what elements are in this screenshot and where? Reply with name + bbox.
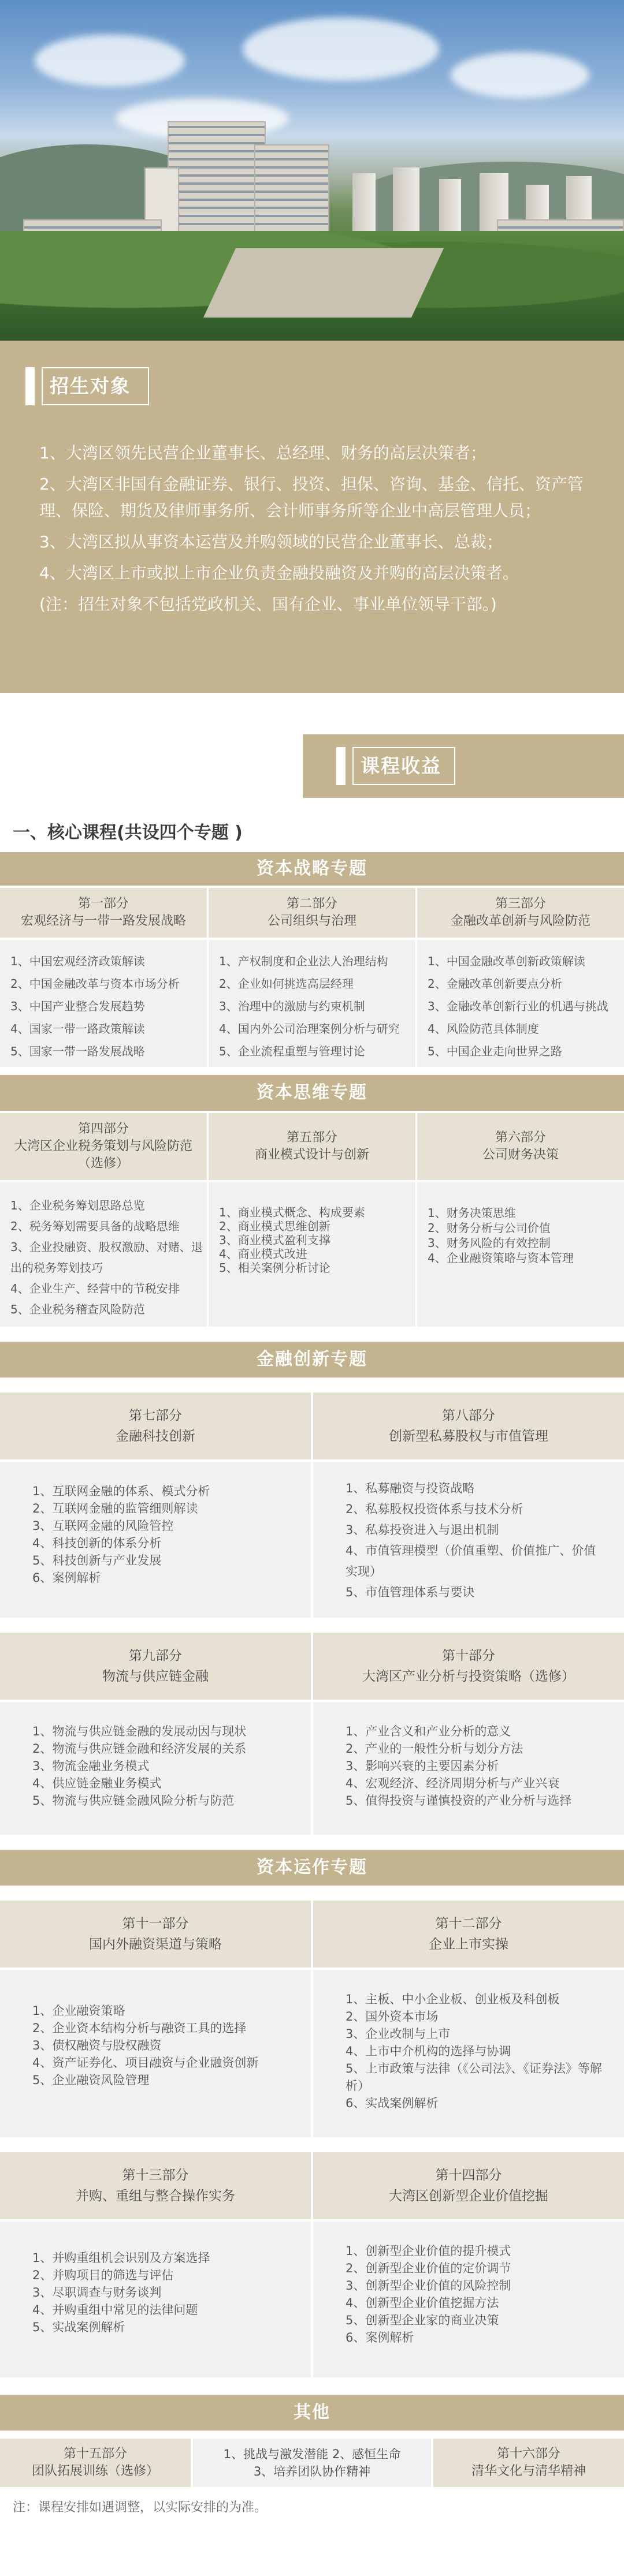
part-item: 4、上市中介机构的选择与协调	[346, 2044, 511, 2058]
part-number: 第六部分	[495, 1130, 546, 1145]
part-item: 4、科技创新的体系分析	[32, 1536, 162, 1550]
part-items	[0, 1182, 207, 1327]
part-name: 宏观经济与一带一路发展战略	[20, 914, 186, 928]
part-name: 商业模式设计与创新	[254, 1148, 369, 1162]
part-header	[0, 1113, 207, 1180]
enrollment-item: 1、大湾区领先民营企业董事长、总经理、财务的高层决策者；	[39, 443, 486, 462]
course-part	[417, 1113, 624, 1327]
part-number: 第一部分	[77, 897, 129, 911]
course-part	[0, 1901, 313, 2137]
part-item: 3、企业投融资、股权激励、对赌、退出的税务筹划技巧	[10, 1240, 203, 1275]
part-name: 大湾区创新型企业价值挖掘	[389, 2189, 548, 2204]
core-courses-title: 一、核心课程(共设四个专题 )	[13, 823, 243, 843]
part-item: 1、物流与供应链金融的发展动因与现状	[32, 1724, 247, 1738]
course-part	[209, 888, 417, 1067]
part-header	[313, 1392, 624, 1459]
part-item: 6、案例解析	[32, 1571, 101, 1585]
part-item: 3、企业改制与上市	[346, 2027, 451, 2041]
part-item: 3、创新型企业价值的风险控制	[346, 2279, 511, 2293]
part-item: 5、国家一带一路发展战略	[10, 1044, 145, 1058]
part-item: 5、创新型企业家的商业决策	[346, 2313, 499, 2327]
part-name: 公司财务决策	[482, 1148, 559, 1162]
course-part	[209, 1113, 417, 1327]
part-item: 2、商业模式思维创新	[219, 1219, 330, 1233]
enrollment-heading-tag	[25, 367, 149, 405]
part-items	[313, 1970, 624, 2137]
course-part	[313, 1633, 624, 1835]
other-header: 其他	[0, 2395, 624, 2431]
topic-header: 金融创新专题	[0, 1342, 624, 1377]
schedule-note: 注：课程安排如遇调整，以实际安排的为准。	[13, 2500, 268, 2515]
part-item: 1、产权制度和企业法人治理结构	[219, 954, 388, 968]
part-name: 企业上市实操	[429, 1937, 508, 1952]
part-elective-label: （选修）	[77, 1156, 129, 1171]
part-item: 5、科技创新与产业发展	[32, 1554, 162, 1567]
part-item: 2、国外资本市场	[346, 2010, 439, 2024]
part-header	[0, 1901, 311, 1968]
part-name: 创新型私募股权与市值管理	[389, 1429, 548, 1444]
part-items	[209, 1182, 415, 1327]
course-part	[0, 1633, 313, 1835]
part-item: 2、并购项目的筛选与评估	[32, 2268, 174, 2282]
part-number: 第十二部分	[435, 1916, 502, 1931]
part-item: 1、产业含义和产业分析的意义	[346, 1724, 511, 1738]
part-item: 6、实战案例解析	[346, 2096, 439, 2110]
enrollment-heading: 招生对象	[42, 367, 149, 405]
part-item: 2、创新型企业价值的定价调节	[346, 2261, 511, 2275]
part-item: 4、企业生产、经营中的节税安排	[10, 1282, 180, 1296]
benefit-section	[0, 693, 624, 814]
part-item: 1、并购重组机会识别及方案选择	[32, 2251, 210, 2265]
part-number: 第二部分	[286, 897, 337, 911]
part-item: 4、国家一带一路政策解读	[10, 1022, 145, 1036]
part-item: 5、实战案例解析	[32, 2320, 125, 2334]
campus-hero-image	[0, 0, 624, 341]
part-item: 5、企业融资风险管理	[32, 2073, 150, 2087]
part-item: 3、金融改革创新行业的机遇与挑战	[428, 999, 608, 1013]
benefit-heading-tag	[303, 734, 624, 798]
topic-parts-grid	[0, 2152, 624, 2377]
part-item: 2、财务分析与公司价值	[428, 1221, 551, 1235]
part-header	[0, 1392, 311, 1459]
course-part	[313, 1901, 624, 2137]
part-item: 1、企业融资策略	[32, 2004, 125, 2018]
part-item: 5、企业流程重塑与管理讨论	[219, 1044, 365, 1058]
part-item: 5、值得投资与谨慎投资的产业分析与选择	[346, 1794, 572, 1808]
part-header	[0, 2152, 311, 2219]
part-item: 2、互联网金融的监管细则解读	[32, 1502, 198, 1515]
part-item: 5、物流与供应链金融风险分析与防范	[32, 1794, 235, 1808]
part-number: 第十六部分	[496, 2447, 560, 2461]
part-number: 第十部分	[442, 1648, 495, 1663]
part-item: 3、物流金融业务模式	[32, 1759, 150, 1773]
part-item: 3、治理中的激励与约束机制	[219, 999, 365, 1013]
part-item: 2、税务筹划需要具备的战略思维	[10, 1219, 180, 1233]
topic-header: 资本运作专题	[0, 1850, 624, 1886]
other-row	[0, 2439, 624, 2487]
part-name: 大湾区企业税务策划与风险防范	[14, 1139, 192, 1153]
part-item: 2、中国金融改革与资本市场分析	[10, 977, 180, 991]
part-name: 国内外融资渠道与策略	[89, 1937, 222, 1952]
part-items	[191, 2439, 433, 2487]
part-number: 第五部分	[286, 1130, 337, 1145]
part-item: 5、企业税务稽查风险防范	[10, 1302, 145, 1316]
part-item: 4、并购重组中常见的法律问题	[32, 2303, 198, 2317]
part-name: 并购、重组与整合操作实务	[76, 2189, 235, 2204]
course-part	[313, 2152, 624, 2377]
topic-parts-grid	[0, 1633, 624, 1835]
part-header	[209, 888, 415, 938]
part-item: 1、中国金融改革创新政策解读	[428, 954, 585, 968]
part-item: 3、商业模式盈利支撑	[219, 1233, 330, 1247]
part-item: 1、企业税务筹划思路总览	[10, 1199, 145, 1212]
part-item: 2、企业资本结构分析与融资工具的选择	[32, 2021, 247, 2035]
part-items	[0, 2222, 311, 2377]
part-number: 第八部分	[442, 1408, 495, 1423]
course-part	[433, 2439, 624, 2487]
topic-parts-grid	[0, 1113, 624, 1327]
part-header	[209, 1113, 415, 1180]
part-item: 1、商业模式概念、构成要素	[219, 1205, 365, 1219]
topic-header: 资本战略专题	[0, 852, 624, 886]
topic-parts-grid	[0, 1392, 624, 1618]
part-item: 3、互联网金融的风险管控	[32, 1519, 174, 1533]
part-item: 4、国内外公司治理案例分析与研究	[219, 1022, 400, 1036]
part-name: 大湾区产业分析与投资策略（选修）	[362, 1669, 575, 1684]
part-item: 3、培养团队协作精神	[253, 2465, 371, 2478]
part-number: 第九部分	[129, 1648, 182, 1663]
part-item: 4、商业模式改进	[219, 1247, 307, 1261]
part-items	[313, 1702, 624, 1835]
part-item: 6、案例解析	[346, 2331, 414, 2344]
part-item: 2、产业的一般性分析与划分方法	[346, 1742, 523, 1756]
part-item: 1、互联网金融的体系、模式分析	[32, 1484, 210, 1498]
part-item: 2、金融改革创新要点分析	[428, 977, 562, 991]
part-item: 3、私募投资进入与退出机制	[346, 1523, 499, 1537]
part-item: 4、宏观经济、经济周期分析与产业兴衰	[346, 1776, 560, 1790]
part-item: 3、债权融资与股权融资	[32, 2039, 162, 2052]
part-item: 5、中国企业走向世界之路	[428, 1044, 562, 1058]
topic-header: 资本思维专题	[0, 1075, 624, 1111]
part-item: 3、中国产业整合发展趋势	[10, 999, 145, 1013]
part-header	[0, 888, 207, 938]
part-header	[417, 888, 624, 938]
part-items	[313, 1462, 624, 1618]
part-number: 第十三部分	[122, 2168, 189, 2183]
tag-accent-bar	[25, 367, 35, 405]
part-item: 4、资产证券化、项目融资与企业融资创新	[32, 2056, 259, 2070]
part-item: 1、主板、中小企业板、创业板及科创板	[346, 1992, 560, 2006]
enrollment-section	[0, 341, 624, 693]
part-number: 第十一部分	[122, 1916, 189, 1931]
enrollment-list	[39, 440, 594, 622]
part-item: 5、相关案例分析讨论	[219, 1261, 330, 1275]
part-item: 4、创新型企业价值挖掘方法	[346, 2296, 499, 2310]
course-part	[0, 888, 209, 1067]
part-name: 金融改革创新与风险防范	[450, 914, 590, 928]
course-part	[0, 2152, 313, 2377]
part-number: 第四部分	[77, 1122, 129, 1136]
part-item: 2、企业如何挑选高层经理	[219, 977, 354, 991]
part-item: 1、财务决策思维	[428, 1206, 516, 1220]
part-item: 4、风险防范具体制度	[428, 1022, 539, 1036]
course-part	[0, 1392, 313, 1618]
part-item: 1、私募融资与投资战略	[346, 1481, 475, 1495]
part-name: 公司组织与治理	[267, 914, 356, 928]
course-part	[417, 888, 624, 1067]
tag-accent-bar	[336, 747, 346, 785]
part-item: 3、影响兴衰的主要因素分析	[346, 1759, 499, 1773]
enrollment-note: (注：招生对象不包括党政机关、国有企业、事业单位领导干部。)	[39, 595, 497, 614]
part-items	[0, 1702, 311, 1835]
part-name: 金融科技创新	[116, 1429, 195, 1444]
part-name: 物流与供应链金融	[102, 1669, 209, 1684]
part-number: 第七部分	[129, 1408, 182, 1423]
part-item: 3、尽职调查与财务谈判	[32, 2286, 162, 2299]
part-items	[417, 1182, 624, 1327]
part-item: 5、市值管理体系与要诀	[346, 1585, 475, 1599]
part-item: 3、财务风险的有效控制	[428, 1236, 551, 1250]
part-header	[417, 1113, 624, 1180]
part-item: 1、中国宏观经济政策解读	[10, 954, 145, 968]
part-number: 第十四部分	[435, 2168, 502, 2183]
part-items	[417, 940, 624, 1067]
part-name: 清华文化与清华精神	[471, 2464, 586, 2478]
course-part	[313, 1392, 624, 1618]
topic-parts-grid	[0, 888, 624, 1067]
topic-parts-grid	[0, 1901, 624, 2137]
part-item: 4、市值管理模型（价值重塑、价值推广、价值实现）	[346, 1544, 596, 1578]
enrollment-item: 3、大湾区拟从事资本运营及并购领域的民营企业董事长、总裁；	[39, 532, 503, 551]
part-number: 第三部分	[495, 897, 546, 911]
part-header	[313, 1901, 624, 1968]
part-header	[0, 1633, 311, 1700]
part-item: 2、物流与供应链金融和经济发展的关系	[32, 1742, 247, 1756]
part-items	[0, 940, 207, 1067]
part-item: 4、企业融资策略与资本管理	[428, 1251, 574, 1265]
part-items	[209, 940, 415, 1067]
course-part	[0, 2439, 191, 2487]
part-header	[313, 1633, 624, 1700]
part-items	[0, 1462, 311, 1618]
enrollment-item: 2、大湾区非国有金融证券、银行、投资、担保、咨询、基金、信托、资产管理、保险、期货及律师事务所、会计师事务所等企业中高层管理人员；	[39, 475, 584, 520]
part-item: 2、私募股权投资体系与技术分析	[346, 1502, 523, 1516]
part-name: 团队拓展训练（选修）	[31, 2464, 159, 2478]
part-items	[0, 1970, 311, 2137]
part-header	[313, 2152, 624, 2219]
part-item: 5、上市政策与法律（《公司法》、《证券法》等解析）	[346, 2062, 602, 2093]
benefit-heading: 课程收益	[352, 747, 455, 785]
part-number: 第十五部分	[63, 2447, 127, 2461]
part-item: 4、供应链金融业务模式	[32, 1776, 162, 1790]
part-items	[313, 2222, 624, 2377]
part-item: 1、创新型企业价值的提升模式	[346, 2244, 511, 2258]
course-part	[0, 1113, 209, 1327]
part-item: 1、挑战与激发潜能 2、感恒生命	[223, 2447, 401, 2461]
enrollment-item: 4、大湾区上市或拟上市企业负责金融投融资及并购的高层决策者。	[39, 563, 519, 583]
